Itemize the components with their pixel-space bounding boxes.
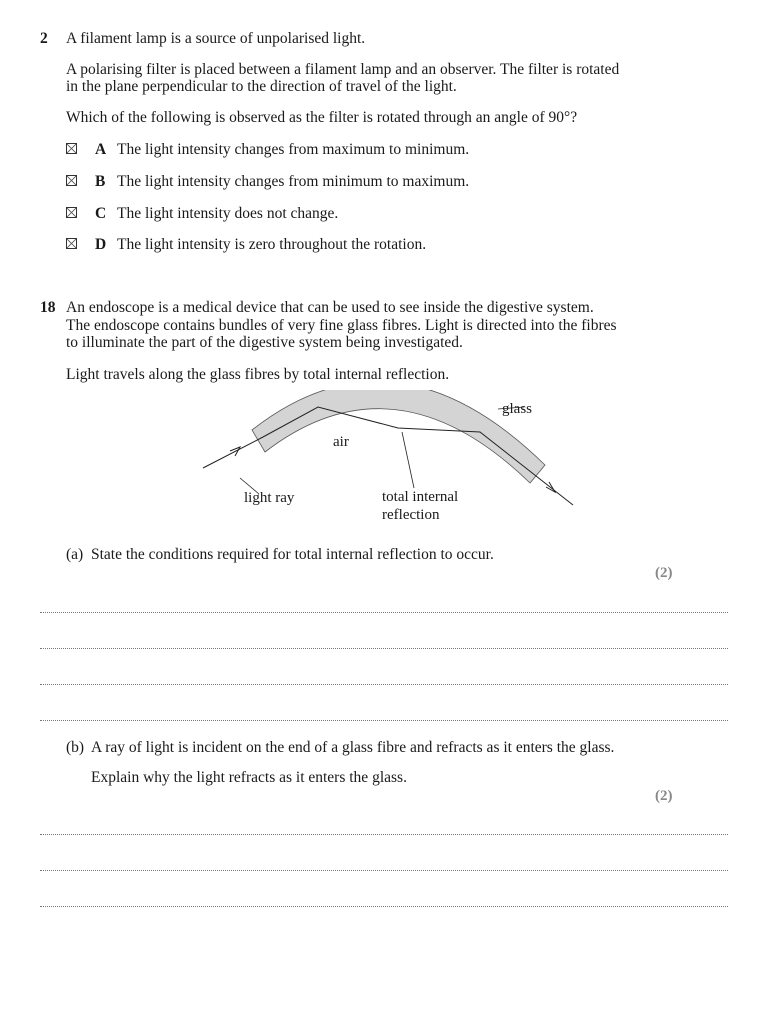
tir-leader-line <box>402 432 414 488</box>
cross-icon <box>67 176 76 185</box>
question-18-number: 18 <box>40 299 56 316</box>
option-d-checkbox[interactable] <box>66 238 77 249</box>
cross-icon <box>67 144 76 153</box>
part-b-question-line-1: A ray of light is incident on the end of a glass fibre and refracts as it enters the glass. <box>91 739 615 756</box>
part-b-marks: (2) <box>655 788 673 804</box>
label-air: air <box>333 434 349 450</box>
question-18-line-4: Light travels along the glass fibres by total internal reflection. <box>66 366 450 383</box>
option-a-checkbox[interactable] <box>66 143 77 154</box>
label-tir-line-1: total internal <box>382 489 459 505</box>
option-c-text: The light intensity does not change. <box>117 205 339 222</box>
option-a-text: The light intensity changes from maximum to minimum. <box>117 141 470 158</box>
question-18-line-1: An endoscope is a medical device that can be used to see inside the digestive system. <box>66 299 594 316</box>
question-2-number: 2 <box>40 30 48 47</box>
answer-line-a-1[interactable] <box>40 612 728 613</box>
option-c-letter: C <box>95 205 107 222</box>
answer-line-b-3[interactable] <box>40 906 728 907</box>
answer-line-a-3[interactable] <box>40 684 728 685</box>
answer-line-a-2[interactable] <box>40 648 728 649</box>
option-b-letter: B <box>95 173 106 190</box>
option-a-letter: A <box>95 141 107 158</box>
cross-icon <box>67 208 76 217</box>
option-d-text: The light intensity is zero throughout the rotation. <box>117 236 427 253</box>
question-2-paragraph-line-1: A polarising filter is placed between a filament lamp and an observer. The filter is rotated <box>66 61 620 78</box>
answer-line-b-2[interactable] <box>40 870 728 871</box>
question-18-line-3: to illuminate the part of the digestive system being investigated. <box>66 334 463 351</box>
answer-line-a-4[interactable] <box>40 720 728 721</box>
cross-icon <box>67 239 76 248</box>
label-light-ray: light ray <box>244 490 295 506</box>
part-b-label: (b) <box>66 739 85 756</box>
option-b-checkbox[interactable] <box>66 175 77 186</box>
question-2-paragraph-line-2: in the plane perpendicular to the direction of travel of the light. <box>66 78 457 95</box>
question-2-intro: A filament lamp is a source of unpolarised light. <box>66 30 366 47</box>
question-2-question: Which of the following is observed as the filter is rotated through an angle of 90°? <box>66 109 578 126</box>
option-c-checkbox[interactable] <box>66 207 77 218</box>
answer-line-b-1[interactable] <box>40 834 728 835</box>
option-d-letter: D <box>95 236 107 253</box>
glass-fibre-diagram <box>195 390 585 530</box>
part-a-marks: (2) <box>655 565 673 581</box>
label-glass: glass <box>502 401 532 417</box>
label-tir-line-2: reflection <box>382 507 440 523</box>
part-a-label: (a) <box>66 546 84 563</box>
question-18-line-2: The endoscope contains bundles of very fine glass fibres. Light is directed into the fibres <box>66 317 617 334</box>
option-b-text: The light intensity changes from minimum to maximum. <box>117 173 470 190</box>
part-b-question-line-2: Explain why the light refracts as it enters the glass. <box>91 769 407 786</box>
part-a-question: State the conditions required for total internal reflection to occur. <box>91 546 494 563</box>
